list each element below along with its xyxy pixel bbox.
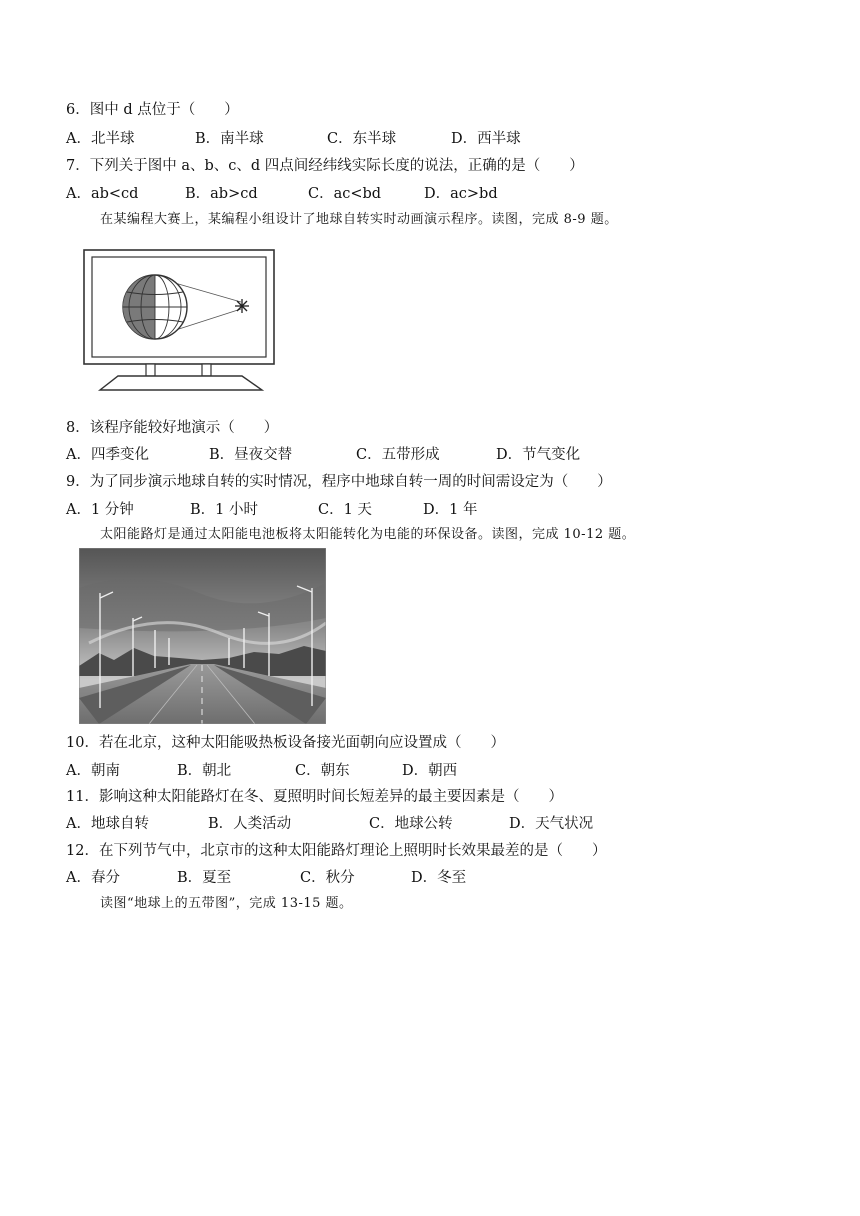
option-d: D．西半球 xyxy=(451,131,521,147)
option-a: A．地球自转 xyxy=(66,816,149,832)
option-a: A．春分 xyxy=(66,870,120,886)
option-a: A．1 分钟 xyxy=(66,502,134,518)
question-8-stem: 8．该程序能较好地演示（ ） xyxy=(66,420,279,436)
option-c: C．朝东 xyxy=(295,763,350,779)
question-10-stem: 10．若在北京，这种太阳能吸热板设备接光面朝向应设置成（ ） xyxy=(66,735,505,751)
option-c: C．五带形成 xyxy=(356,447,440,463)
question-6-stem: 6．图中 d 点位于（ ） xyxy=(66,102,239,118)
option-b: B．朝北 xyxy=(177,763,232,779)
question-7-stem: 7．下列关于图中 a、b、c、d 四点间经纬线实际长度的说法，正确的是（ ） xyxy=(66,158,584,174)
option-b: B．南半球 xyxy=(195,131,264,147)
option-d: D．冬至 xyxy=(411,870,467,886)
option-d: D．节气变化 xyxy=(496,447,581,463)
option-c: C．东半球 xyxy=(327,131,397,147)
option-d: D．ac>bd xyxy=(424,186,498,202)
option-a: A．四季变化 xyxy=(66,447,149,463)
option-d: D．天气状况 xyxy=(509,816,594,832)
option-b: B．人类活动 xyxy=(208,816,292,832)
option-c: C．秋分 xyxy=(300,870,355,886)
option-b: B．ab>cd xyxy=(185,186,258,202)
option-a: A．朝南 xyxy=(66,763,120,779)
question-12-stem: 12．在下列节气中，北京市的这种太阳能路灯理论上照明时长效果最差的是（ ） xyxy=(66,843,607,859)
option-a: A．ab<cd xyxy=(66,186,139,202)
option-c: C．1 天 xyxy=(318,502,372,518)
option-c: C．地球公转 xyxy=(369,816,453,832)
intro-questions-8-9: 在某编程大赛上，某编程小组设计了地球自转实时动画演示程序。读图，完成 8-9 题。 xyxy=(100,212,618,227)
question-9-stem: 9．为了同步演示地球自转的实时情况，程序中地球自转一周的时间需设定为（ ） xyxy=(66,474,612,490)
option-c: C．ac<bd xyxy=(308,186,382,202)
option-b: B．夏至 xyxy=(177,870,232,886)
earth-rotation-monitor-figure xyxy=(80,244,280,398)
intro-questions-10-12: 太阳能路灯是通过太阳能电池板将太阳能转化为电能的环保设备。读图，完成 10-12 题。 xyxy=(100,527,636,542)
option-b: B．昼夜交替 xyxy=(209,447,293,463)
solar-street-light-photo xyxy=(79,548,326,724)
intro-questions-13-15: 读图“地球上的五带图”，完成 13-15 题。 xyxy=(100,896,353,911)
option-a: A．北半球 xyxy=(66,131,135,147)
option-b: B．1 小时 xyxy=(190,502,258,518)
option-d: D．朝西 xyxy=(402,763,458,779)
option-d: D．1 年 xyxy=(423,502,478,518)
question-11-stem: 11．影响这种太阳能路灯在冬、夏照明时间长短差异的最主要因素是（ ） xyxy=(66,789,563,805)
